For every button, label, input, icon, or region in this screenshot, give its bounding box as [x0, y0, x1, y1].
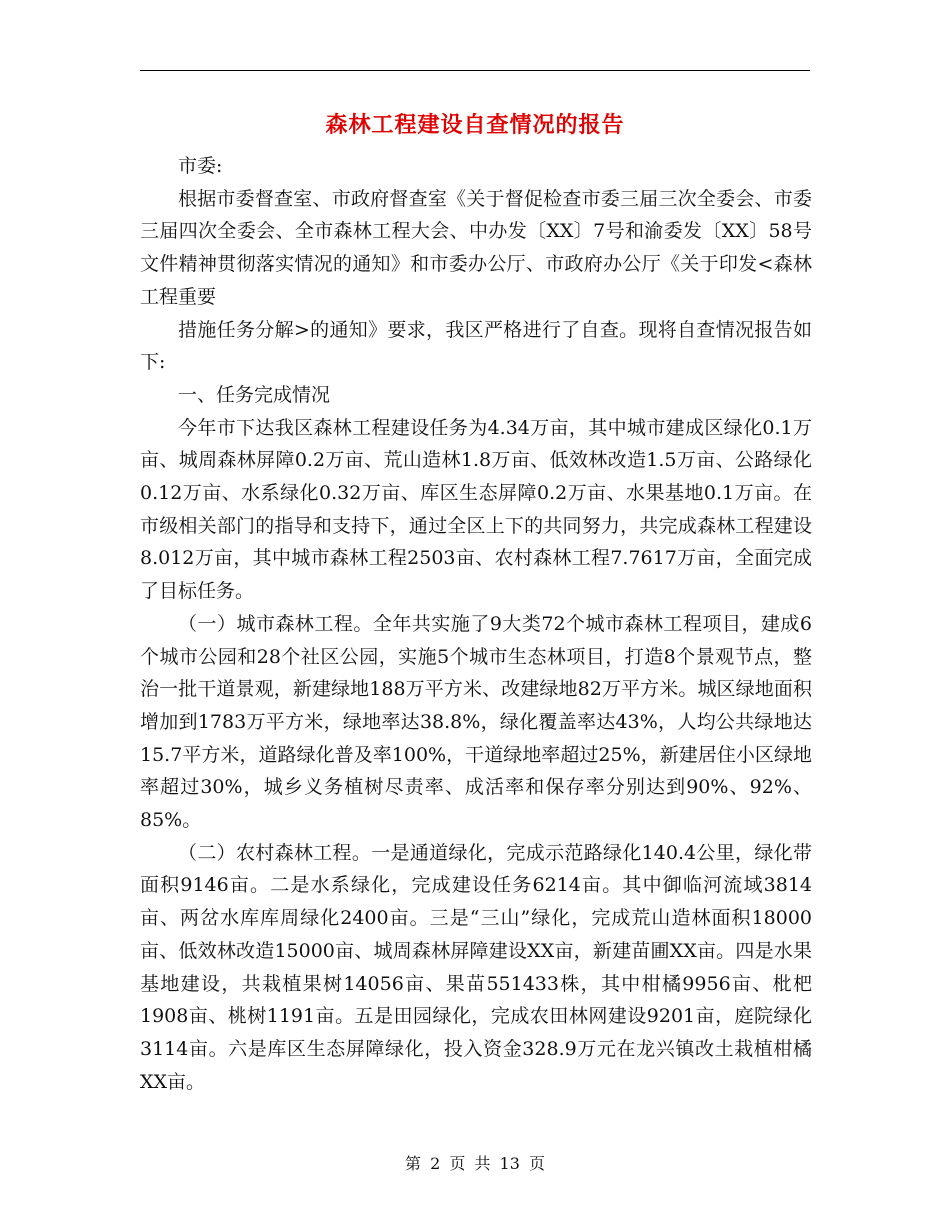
- header-rule: [140, 70, 810, 71]
- section-heading: 一、任务完成情况: [178, 383, 331, 406]
- paragraph-rural-forest: （二）农村森林工程。一是通道绿化，完成示范路绿化140.4公里，绿化带面积9146亩。二是水系绿化，完成建设任务6214亩。其中御临河流域3814亩、两岔水库库周绿化2400亩。三是“三山”绿化，完成荒山造林面积18000亩、低效林改造15000亩、城周森林屏障建设XX亩，新建苗圃XX亩。四是水果基地建设，共栽植果树14056亩、果苗551433株，其中柑橘9956亩、枇杷1908亩、桃树1191亩。五是田园绿化，完成农田林网建设9201亩，庭院绿化3114亩。六是库区生态屏障绿化，投入资金328.9万元在龙兴镇改土栽植柑橘XX亩。: [140, 841, 812, 1093]
- paragraph-urban-forest: （一）城市森林工程。全年共实施了9大类72个城市森林工程项目，建成6个城市公园和28个社区公园，实施5个城市生态林项目，打造8个景观节点，整治一批干道景观，新建绿地188万平方米、改建绿地82万平方米。城区绿地面积增加到1783万平方米，绿地率达38.8%，绿化覆盖率达43%，人均公共绿地达15.7平方米，道路绿化普及率100%，干道绿地率超过25%，新建居住小区绿地率超过30%，城乡义务植树尽责率、成活率和保存率分别达到90%、92%、85%。: [140, 612, 812, 832]
- paragraph-intro: 根据市委督查室、市政府督查室《关于督促检查市委三届三次全委会、市委三届四次全委会、全市森林工程大会、中办发〔XX〕7号和渝委发〔XX〕58号文件精神贯彻落实情况的通知》和市委办公厅、市政府办公厅《关于印发<森林工程重要: [140, 187, 812, 308]
- document-body: [140, 150, 812, 1098]
- paragraph-intro-continued: 措施任务分解>的通知》要求，我区严格进行了自查。现将自查情况报告如下:: [140, 318, 812, 374]
- page-number: 第 2 页 共 13 页: [405, 1154, 545, 1173]
- document-title: 森林工程建设自查情况的报告: [325, 112, 625, 138]
- paragraph-task-summary: 今年市下达我区森林工程建设任务为4.34万亩，其中城市建成区绿化0.1万亩、城周森林屏障0.2万亩、荒山造林1.8万亩、低效林改造1.5万亩、公路绿化0.12万亩、水系绿化0.32万亩、库区生态屏障0.2万亩、水果基地0.1万亩。在市级相关部门的指导和支持下，通过全区上下的共同努力，共完成森林工程建设8.012万亩，其中城市森林工程2503亩、农村森林工程7.7617万亩，全面完成了目标任务。: [140, 416, 812, 603]
- salutation: 市委:: [178, 155, 223, 177]
